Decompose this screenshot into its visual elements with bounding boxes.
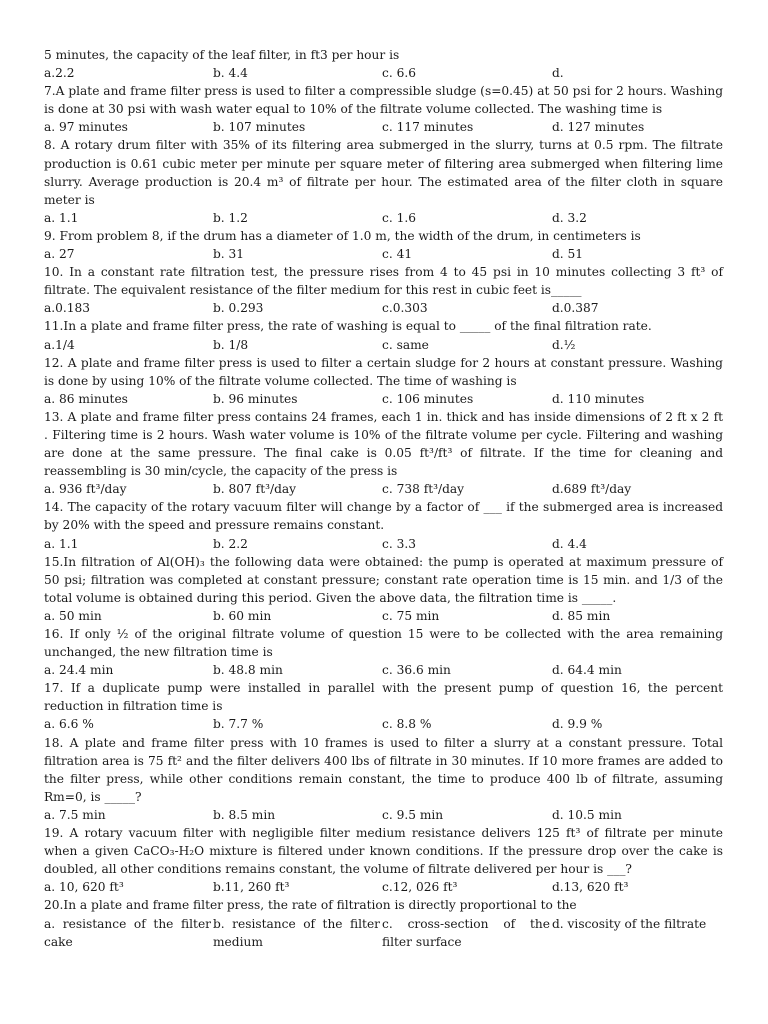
- question-text: 8. A rotary drum filter with 35% of its filtering area submerged in the slurry, turns at 0.5 rpm. The filtrate production is 0.61 cubic meter per minute per square meter of filtering area submerged when filtering lime slurry. Average production is 20.4 m³ of filtrate per hour. The estimated area of the filter cloth in square meter is: [44, 138, 723, 207]
- option-a: a. 936 ft³/day: [44, 482, 127, 497]
- question-19: [44, 824, 723, 896]
- option-a: a. 86 minutes: [44, 391, 128, 406]
- question-text: 20.In a plate and frame filter press, the rate of filtration is directly proportional to the: [44, 898, 577, 913]
- question-text: 12. A plate and frame filter press is used to filter a certain sludge for 2 hours at constant pressure. Washing is done by using 10% of the filtrate volume collected. The time of washing is: [44, 355, 723, 388]
- answer-options: [44, 661, 723, 679]
- question-text: 14. The capacity of the rotary vacuum filter will change by a factor of ___ if the submerged area is increased by 20% with the speed and pressure remains constant.: [44, 500, 723, 533]
- option-b: b. 4.4: [213, 66, 248, 81]
- question-6-tail: [44, 46, 723, 82]
- option-d: d.½: [552, 337, 576, 352]
- option-d: d. 51: [552, 247, 584, 262]
- option-c: c. 8.8 %: [382, 717, 432, 732]
- question-text: 19. A rotary vacuum filter with negligible filter medium resistance delivers 125 ft³ of filtrate per minute when a given CaCO₃-H₂O mixture is filtered under known conditions. If the pressure drop over the cake is doubled, all other conditions remains constant, the volume of filtrate delivered per hour is ___?: [44, 826, 723, 877]
- option-c: c. same: [382, 337, 429, 352]
- option-b: b. 7.7 %: [213, 717, 264, 732]
- option-a: a. resistance of the filter cake: [44, 916, 211, 949]
- option-b: b. 8.5 min: [213, 807, 276, 822]
- option-a: a. 24.4 min: [44, 663, 114, 678]
- option-c: c. 41: [382, 247, 413, 262]
- option-d: d. 4.4: [552, 536, 587, 551]
- question-17: [44, 679, 723, 733]
- question-text: 5 minutes, the capacity of the leaf filter, in ft3 per hour is: [44, 48, 400, 62]
- option-a: a.2.2: [44, 66, 75, 81]
- option-d: d.13, 620 ft³: [552, 880, 629, 895]
- question-16: [44, 625, 723, 679]
- answer-options: [44, 64, 723, 82]
- option-a: a. 97 minutes: [44, 120, 128, 135]
- question-14: [44, 498, 723, 552]
- option-b: b. 1/8: [213, 337, 249, 352]
- answer-options: [44, 715, 723, 733]
- answer-options: [44, 878, 723, 896]
- option-b: b. 96 minutes: [213, 391, 298, 406]
- question-15: [44, 553, 723, 625]
- question-13: [44, 408, 723, 498]
- option-c: c. 3.3: [382, 536, 416, 551]
- option-c: c. 36.6 min: [382, 663, 451, 678]
- question-text: 15.In filtration of Al(OH)₃ the following data were obtained: the pump is operated at maximum pressure of 50 psi; filtration was completed at constant pressure; constant rate operation time is 15 min. and 1/3 of the total volume is obtained during this period. Given the above data, the filtration time is _____.: [44, 554, 723, 605]
- option-b: b. 2.2: [213, 536, 248, 551]
- option-d: d.: [552, 66, 564, 81]
- option-a: a. 50 min: [44, 608, 102, 623]
- option-d: d.0.387: [552, 301, 599, 316]
- option-a: a.1/4: [44, 337, 75, 352]
- option-a: a. 27: [44, 247, 75, 262]
- answer-options: [44, 118, 723, 136]
- option-b: b. 807 ft³/day: [213, 482, 297, 497]
- option-a: a. 6.6 %: [44, 717, 94, 732]
- answer-options: [44, 390, 723, 408]
- answer-options: [44, 299, 723, 317]
- option-c: c. 106 minutes: [382, 391, 474, 406]
- option-a: a.0.183: [44, 301, 91, 316]
- question-20: [44, 896, 723, 950]
- question-text: 18. A plate and frame filter press with 10 frames is used to filter a slurry at a constant pressure. Total filtration area is 75 ft² and the filter delivers 400 lbs of filtrate in 30 minutes. If 10 more frames are added to the filter press, while other conditions remain constant, the time to produce 400 lb of filtrate, assuming Rm=0, is _____?: [44, 735, 723, 804]
- option-c: c. 75 min: [382, 608, 440, 623]
- option-a: a. 1.1: [44, 210, 79, 225]
- question-text: 10. In a constant rate filtration test, the pressure rises from 4 to 45 psi in 10 minutes collecting 3 ft³ of filtrate. The equivalent resistance of the filter medium for this rest in cubic feet is_____: [44, 265, 723, 298]
- question-11: [44, 317, 723, 353]
- option-b: b. 107 minutes: [213, 120, 306, 135]
- option-b: b.11, 260 ft³: [213, 880, 290, 895]
- question-text: 11.In a plate and frame filter press, the rate of washing is equal to _____ of the final filtration rate.: [44, 319, 652, 334]
- answer-options: [44, 607, 723, 625]
- option-c: c.0.303: [382, 301, 428, 316]
- option-d: d. 127 minutes: [552, 120, 645, 135]
- option-c: c. 738 ft³/day: [382, 482, 465, 497]
- answer-options: [44, 915, 723, 951]
- option-d: d. viscosity of the filtrate: [552, 916, 707, 931]
- option-a: a. 1.1: [44, 536, 79, 551]
- answer-options: [44, 480, 723, 498]
- answer-options: [44, 336, 723, 354]
- option-d: d.689 ft³/day: [552, 482, 632, 497]
- option-c: c. cross-section of the filter surface: [382, 916, 550, 949]
- question-text: 9. From problem 8, if the drum has a diameter of 1.0 m, the width of the drum, in centimeters is: [44, 228, 641, 243]
- question-text: 7.A plate and frame filter press is used to filter a compressible sludge (s=0.45) at 50 psi for 2 hours. Washing is done at 30 psi with wash water equal to 10% of the filtrate volume collected. The washing time is: [44, 84, 723, 117]
- question-9: [44, 227, 723, 263]
- answer-options: [44, 806, 723, 824]
- option-b: b. resistance of the filter medium: [213, 916, 380, 949]
- option-c: c. 117 minutes: [382, 120, 474, 135]
- option-c: c. 1.6: [382, 210, 416, 225]
- option-d: d. 10.5 min: [552, 807, 622, 822]
- question-12: [44, 354, 723, 408]
- option-d: d. 85 min: [552, 608, 611, 623]
- question-text: 17. If a duplicate pump were installed in parallel with the present pump of question 16, the percent reduction in filtration time is: [44, 681, 723, 714]
- option-c: c. 6.6: [382, 66, 416, 81]
- question-page: [44, 46, 723, 951]
- option-d: d. 64.4 min: [552, 663, 622, 678]
- option-c: c.12, 026 ft³: [382, 880, 458, 895]
- answer-options: [44, 245, 723, 263]
- answer-options: [44, 535, 723, 553]
- option-d: d. 9.9 %: [552, 717, 603, 732]
- option-b: b. 60 min: [213, 608, 272, 623]
- option-b: b. 0.293: [213, 301, 264, 316]
- option-d: d. 3.2: [552, 210, 587, 225]
- question-text: 16. If only ½ of the original filtrate volume of question 15 were to be collected with the area remaining unchanged, the new filtration time is: [44, 627, 723, 660]
- question-18: [44, 734, 723, 824]
- option-a: a. 10, 620 ft³: [44, 880, 124, 895]
- answer-options: [44, 209, 723, 227]
- question-text: 13. A plate and frame filter press contains 24 frames, each 1 in. thick and has inside dimensions of 2 ft x 2 ft . Filtering time is 2 hours. Wash water volume is 10% of the filtrate volume per cycle. Filtering and washing are done at the same pressure. The final cake is 0.05 ft³/ft³ of filtrate. If the time for cleaning and reassembling is 30 min/cycle, the capacity of the press is: [44, 409, 723, 479]
- option-b: b. 48.8 min: [213, 663, 283, 678]
- question-7: [44, 82, 723, 136]
- question-10: [44, 263, 723, 317]
- option-b: b. 1.2: [213, 210, 248, 225]
- option-b: b. 31: [213, 247, 245, 262]
- option-d: d. 110 minutes: [552, 391, 645, 406]
- option-c: c. 9.5 min: [382, 807, 444, 822]
- question-8: [44, 136, 723, 226]
- option-a: a. 7.5 min: [44, 807, 106, 822]
